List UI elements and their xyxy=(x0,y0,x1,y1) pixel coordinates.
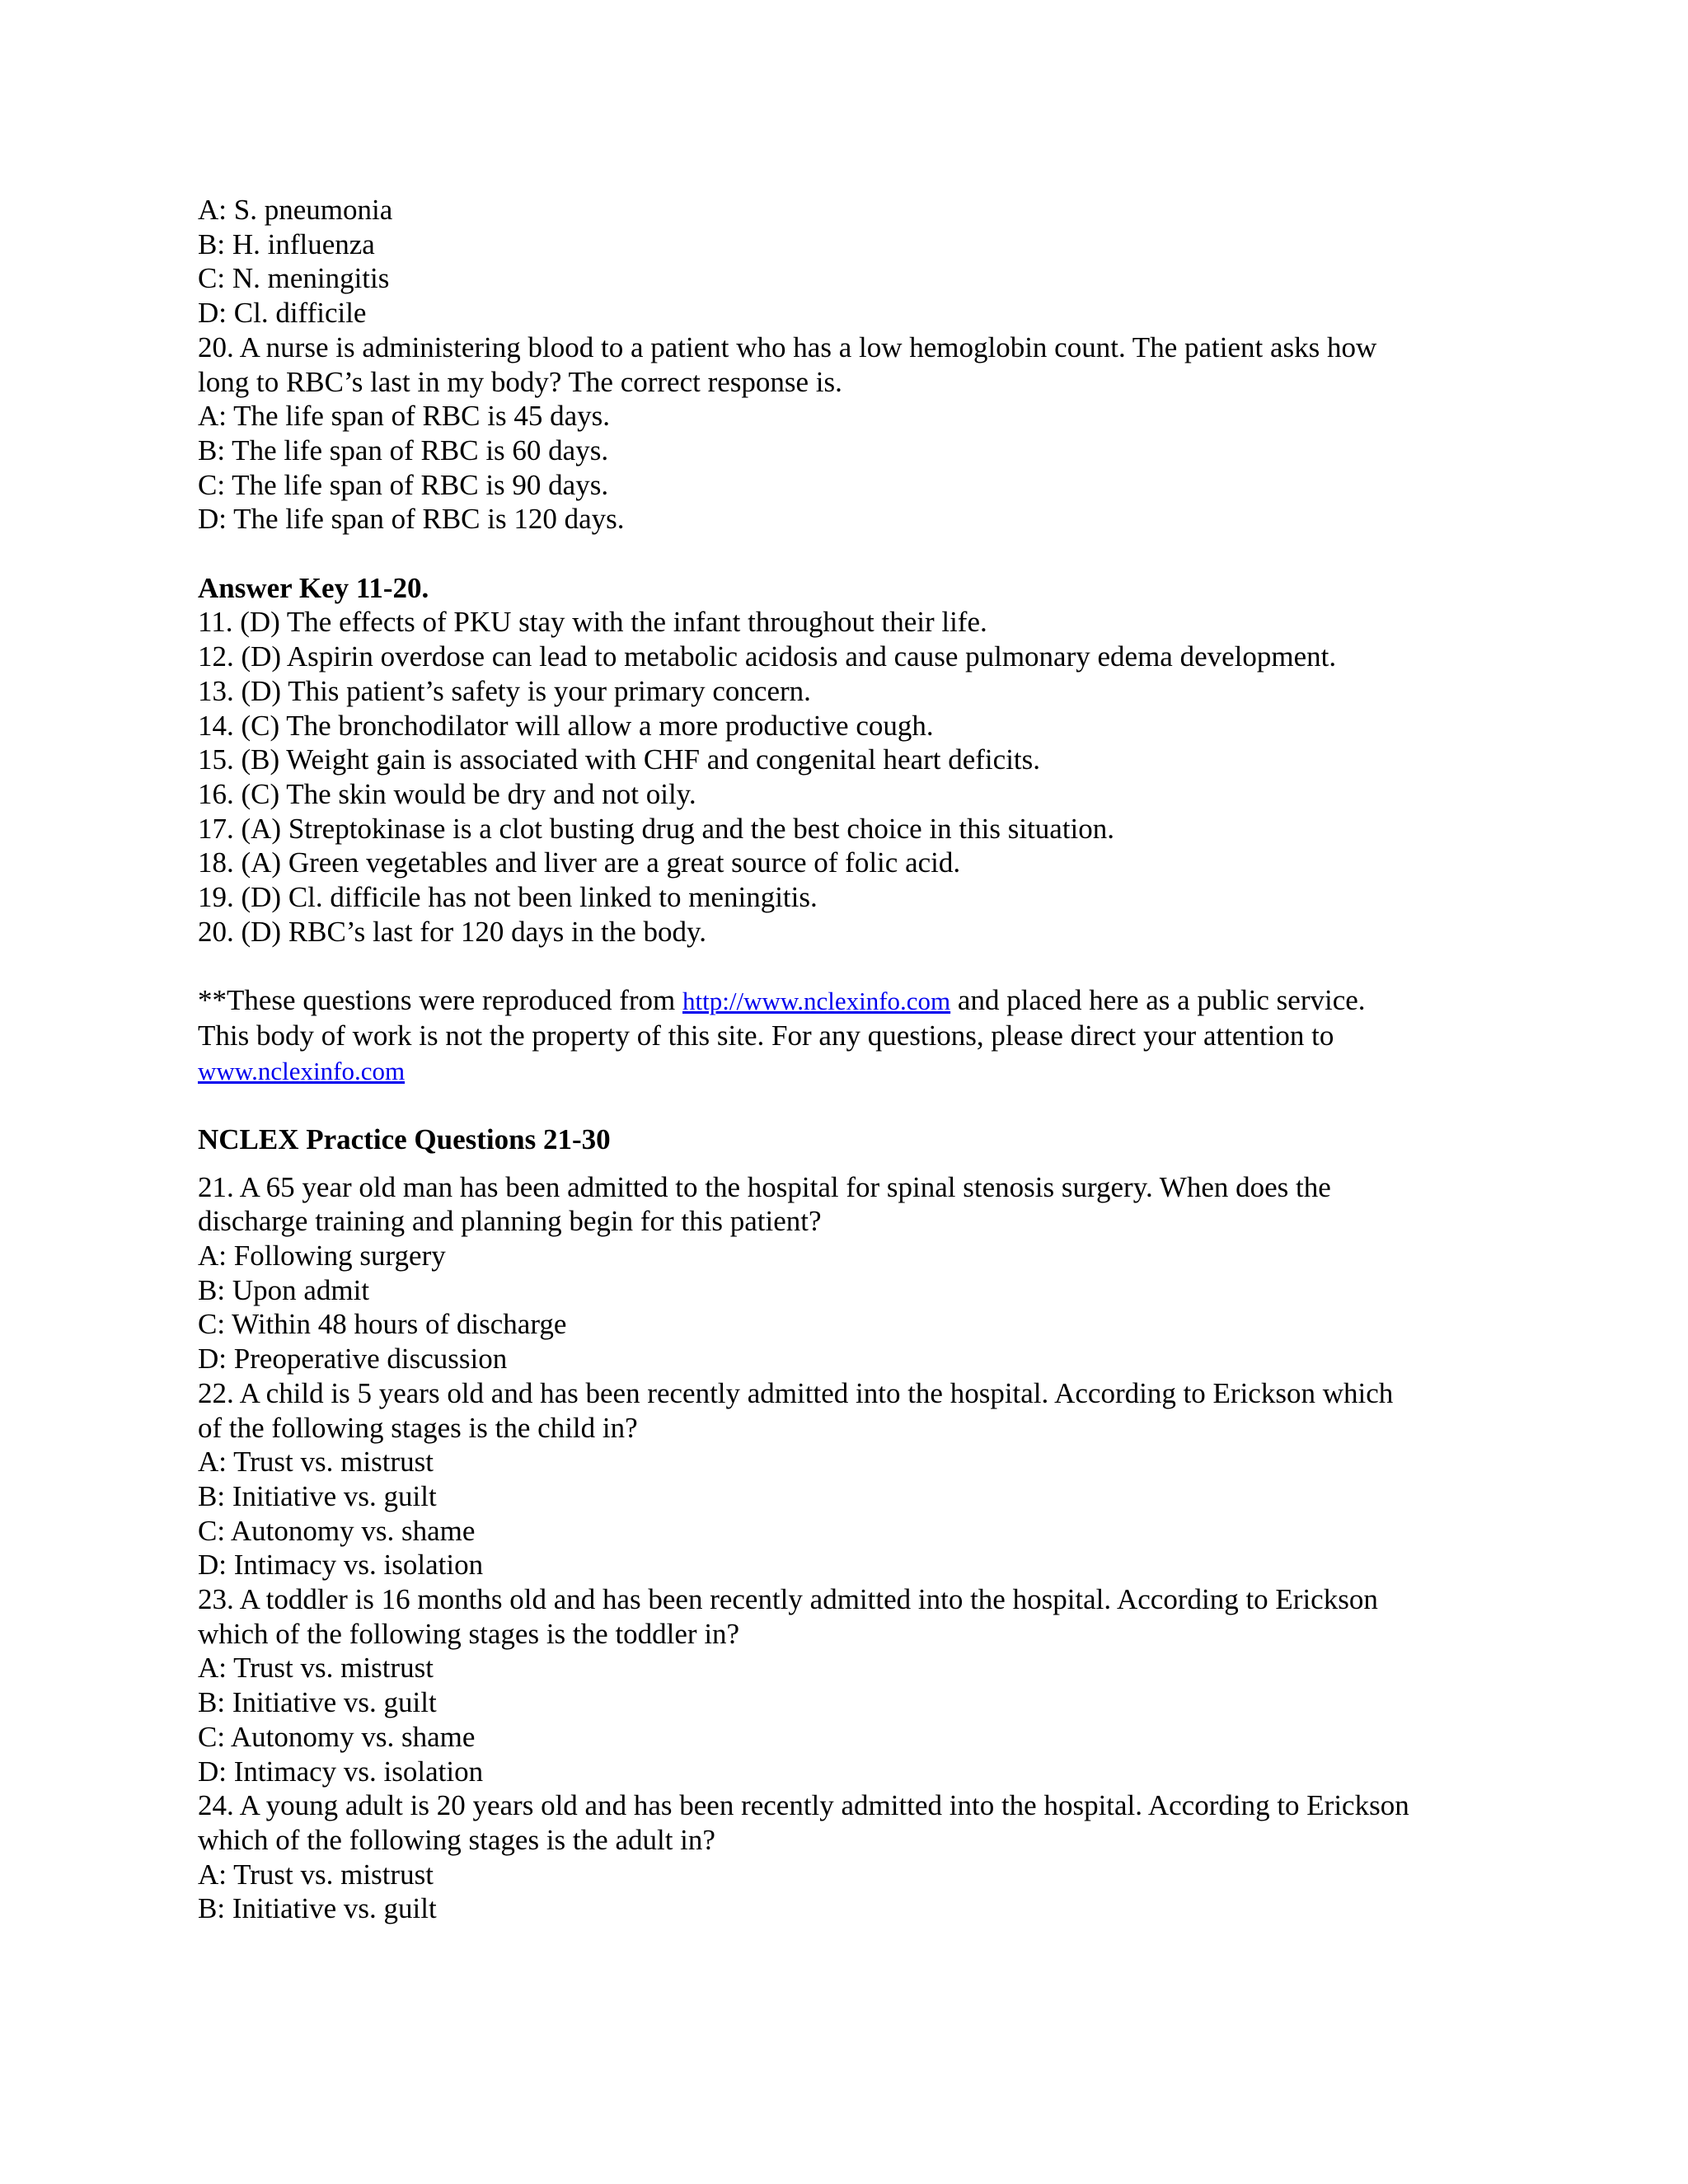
q23-option-d: D: Intimacy vs. isolation xyxy=(198,1755,484,1788)
q21-option-d: D: Preoperative discussion xyxy=(198,1343,508,1376)
answer-key-item: 18. (A) Green vegetables and liver are a great source of folic acid. xyxy=(198,846,961,879)
notice-suffix: and placed here as a public service. xyxy=(950,984,1366,1017)
q24-option-a: A: Trust vs. mistrust xyxy=(198,1858,434,1891)
spacer xyxy=(198,537,1517,571)
q20-option-d: D: The life span of RBC is 120 days. xyxy=(198,503,625,536)
q22-option-a: A: Trust vs. mistrust xyxy=(198,1446,434,1479)
notice-line2: This body of work is not the property of this site. For any questions, please direct your attention to xyxy=(198,1019,1334,1052)
q23-option-a: A: Trust vs. mistrust xyxy=(198,1652,434,1685)
spacer xyxy=(198,949,1517,983)
q19-option-d: D: Cl. difficile xyxy=(198,297,367,330)
q20-option-a: A: The life span of RBC is 45 days. xyxy=(198,400,611,433)
notice-prefix: **These questions were reproduced from xyxy=(198,984,682,1017)
q19-option-b: B: H. influenza xyxy=(198,227,375,260)
answer-key-item: 12. (D) Aspirin overdose can lead to metabolic acidosis and cause pulmonary edema development. xyxy=(198,640,1337,673)
q21-option-c: C: Within 48 hours of discharge xyxy=(198,1308,567,1341)
q22-option-b: B: Initiative vs. guilt xyxy=(198,1479,437,1512)
q23-stem-line1: 23. A toddler is 16 months old and has been recently admitted into the hospital. According to Erickson xyxy=(198,1583,1378,1616)
source-notice xyxy=(198,983,1517,1088)
q19-option-c: C: N. meningitis xyxy=(198,262,390,295)
answer-key-item: 14. (C) The bronchodilator will allow a more productive cough. xyxy=(198,709,934,742)
nclexinfo-link-1[interactable]: http://www.nclexinfo.com xyxy=(682,987,951,1016)
document-page xyxy=(198,193,1517,1926)
q20-stem-line2: long to RBC’s last in my body? The correct response is. xyxy=(198,365,842,398)
q21-stem-line1: 21. A 65 year old man has been admitted to the hospital for spinal stenosis surgery. When does the xyxy=(198,1170,1331,1203)
answer-key-heading: Answer Key 11-20. xyxy=(198,571,429,604)
q20-stem-line1: 20. A nurse is administering blood to a patient who has a low hemoglobin count. The patient asks how xyxy=(198,330,1377,363)
q19-options xyxy=(198,193,1517,330)
q22-stem-line2: of the following stages is the child in? xyxy=(198,1411,638,1444)
question-24 xyxy=(198,1788,1517,1926)
q22-option-c: C: Autonomy vs. shame xyxy=(198,1514,476,1547)
practice-questions-section xyxy=(198,1122,1517,1926)
answer-key-item: 11. (D) The effects of PKU stay with the infant throughout their life. xyxy=(198,606,987,639)
spacer xyxy=(198,1157,1517,1170)
answer-key-section xyxy=(198,571,1517,949)
nclexinfo-link-2[interactable]: www.nclexinfo.com xyxy=(198,1056,406,1085)
section-heading: NCLEX Practice Questions 21-30 xyxy=(198,1122,611,1155)
q24-stem-line2: which of the following stages is the adult in? xyxy=(198,1824,715,1856)
q23-option-b: B: Initiative vs. guilt xyxy=(198,1686,437,1719)
q22-stem-line1: 22. A child is 5 years old and has been recently admitted into the hospital. According to Erickson which xyxy=(198,1376,1394,1409)
q21-option-b: B: Upon admit xyxy=(198,1273,370,1306)
question-22 xyxy=(198,1376,1517,1582)
answer-key-item: 19. (D) Cl. difficile has not been linked to meningitis. xyxy=(198,881,818,914)
question-21 xyxy=(198,1170,1517,1376)
answer-key-item: 13. (D) This patient’s safety is your primary concern. xyxy=(198,674,811,707)
q24-stem-line1: 24. A young adult is 20 years old and has been recently admitted into the hospital. According to Erickson xyxy=(198,1789,1409,1822)
answer-key-item: 20. (D) RBC’s last for 120 days in the body. xyxy=(198,915,706,948)
notice-line1 xyxy=(198,983,1517,1019)
q20-option-b: B: The life span of RBC is 60 days. xyxy=(198,434,609,466)
notice-line3 xyxy=(198,1053,1517,1089)
answer-key-item: 15. (B) Weight gain is associated with CHF and congenital heart deficits. xyxy=(198,743,1041,776)
spacer xyxy=(198,1088,1517,1122)
question-23 xyxy=(198,1582,1517,1788)
q22-option-d: D: Intimacy vs. isolation xyxy=(198,1549,484,1582)
q21-stem-line2: discharge training and planning begin for this patient? xyxy=(198,1205,822,1238)
answer-key-item: 16. (C) The skin would be dry and not oily. xyxy=(198,777,696,810)
q23-stem-line2: which of the following stages is the toddler in? xyxy=(198,1617,740,1650)
q23-option-c: C: Autonomy vs. shame xyxy=(198,1720,476,1753)
q20-option-c: C: The life span of RBC is 90 days. xyxy=(198,468,609,501)
q21-option-a: A: Following surgery xyxy=(198,1240,446,1272)
q24-option-b: B: Initiative vs. guilt xyxy=(198,1892,437,1925)
question-20 xyxy=(198,330,1517,537)
q19-option-a: A: S. pneumonia xyxy=(198,194,393,226)
answer-key-item: 17. (A) Streptokinase is a clot busting drug and the best choice in this situation. xyxy=(198,812,1115,845)
